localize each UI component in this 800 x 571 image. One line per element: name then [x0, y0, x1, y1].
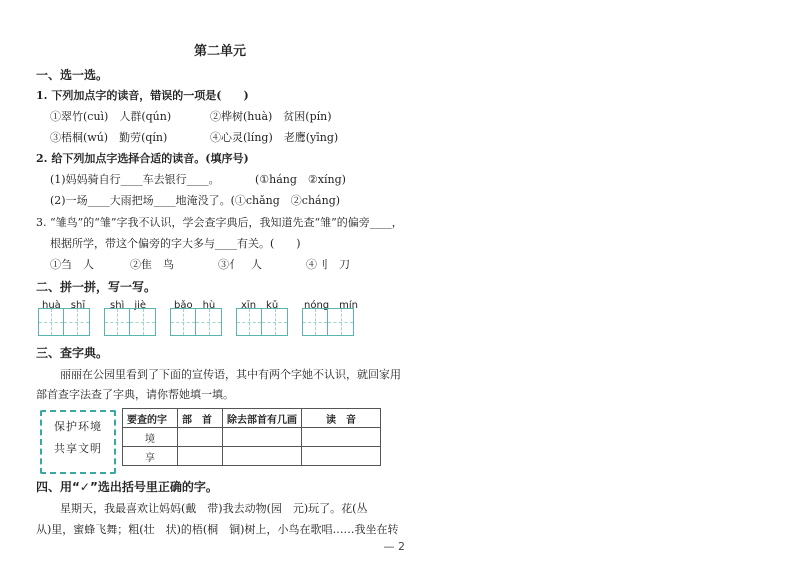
table-cell-blank[interactable]: [223, 428, 302, 447]
q3-option-1: ①刍 人: [50, 258, 94, 271]
section-3-heading: 三、查字典。: [36, 346, 109, 360]
table-cell-blank[interactable]: [302, 447, 381, 466]
question-3-line-2: 根据所学，带这个偏旁的字大多与____有关。( ): [50, 237, 301, 250]
q1-option-3: ③梧桐(wú) 勤劳(qín): [50, 131, 168, 144]
table-cell-char: 境: [123, 428, 178, 447]
q3-option-4: ④刂 刀: [306, 258, 350, 271]
section-1-heading: 一、选一选。: [36, 68, 109, 82]
section-3-text-line-1: 丽丽在公园里看到了下面的宣传语，其中有两个字她不认识，就回家用: [60, 368, 401, 381]
pinyin-1: huà shī: [42, 300, 86, 311]
page-title: 第二单元: [193, 44, 246, 59]
q3-option-3: ③亻 人: [218, 258, 262, 271]
table-header: 要查的字: [123, 409, 178, 428]
pinyin-2: shì jiè: [110, 300, 147, 311]
q1-option-2: ②桦树(huà) 贫困(pín): [210, 110, 332, 123]
q2-part-a: (1)妈妈骑自行____车去银行____。: [50, 173, 220, 186]
pinyin-4: xīn kǔ: [241, 300, 279, 311]
section-4-text-line-1: 星期天，我最喜欢让妈妈(戴 带)我去动物(园 元)玩了。花(丛: [60, 502, 368, 515]
table-cell-blank[interactable]: [178, 447, 223, 466]
slogan-line-1: 保护环境: [54, 420, 102, 433]
writing-box-5[interactable]: [302, 308, 354, 336]
writing-box-3[interactable]: [170, 308, 222, 336]
question-3-line-1: 3. “雏鸟”的“雏”字我不认识，学会查字典后，我知道先查“雏”的偏旁____，: [36, 216, 403, 229]
q1-option-4: ④心灵(líng) 老鹰(yīng): [210, 131, 339, 144]
writing-box-2[interactable]: [104, 308, 156, 336]
table-header: 读 音: [302, 409, 381, 428]
writing-box-4[interactable]: [236, 308, 288, 336]
table-header: 部 首: [178, 409, 223, 428]
table-row: [123, 447, 381, 466]
table-cell-char: 享: [123, 447, 178, 466]
section-3-text-line-2: 部首查字法查了字典，请你帮她填一填。: [36, 388, 234, 401]
section-2-heading: 二、拼一拼，写一写。: [36, 280, 157, 294]
question-2: 2. 给下列加点字选择合适的读音。(填序号): [36, 152, 249, 165]
slogan-line-2: 共享文明: [54, 442, 102, 455]
pinyin-3: bǎo hù: [174, 300, 216, 311]
page-number: — 2: [383, 540, 405, 553]
writing-box-1[interactable]: [38, 308, 90, 336]
section-4-heading: 四、用“✓”选出括号里正确的字。: [36, 480, 218, 494]
table-cell-blank[interactable]: [223, 447, 302, 466]
q3-option-2: ②隹 鸟: [130, 258, 174, 271]
section-4-text-line-2: 从)里，蜜蜂飞舞；粗(壮 状)的梧(桐 铜)树上，小鸟在歌唱……我坐在转: [36, 523, 399, 536]
q2-part-a-options: (①háng ②xíng): [255, 173, 346, 186]
table-cell-blank[interactable]: [302, 428, 381, 447]
slogan-sign: [40, 410, 116, 474]
q1-option-1: ①翠竹(cuì) 人群(qún): [50, 110, 172, 123]
pinyin-5: nóng mín: [304, 300, 358, 311]
question-1: 1. 下列加点字的读音，错误的一项是( ): [36, 89, 249, 102]
table-cell-blank[interactable]: [178, 428, 223, 447]
q2-part-b: (2)一场____大雨把场____地淹没了。(①chǎng ②cháng): [50, 194, 341, 207]
table-header-row: [123, 409, 381, 428]
dictionary-table: [122, 408, 381, 466]
table-header: 除去部首有几画: [223, 409, 302, 428]
table-row: [123, 428, 381, 447]
